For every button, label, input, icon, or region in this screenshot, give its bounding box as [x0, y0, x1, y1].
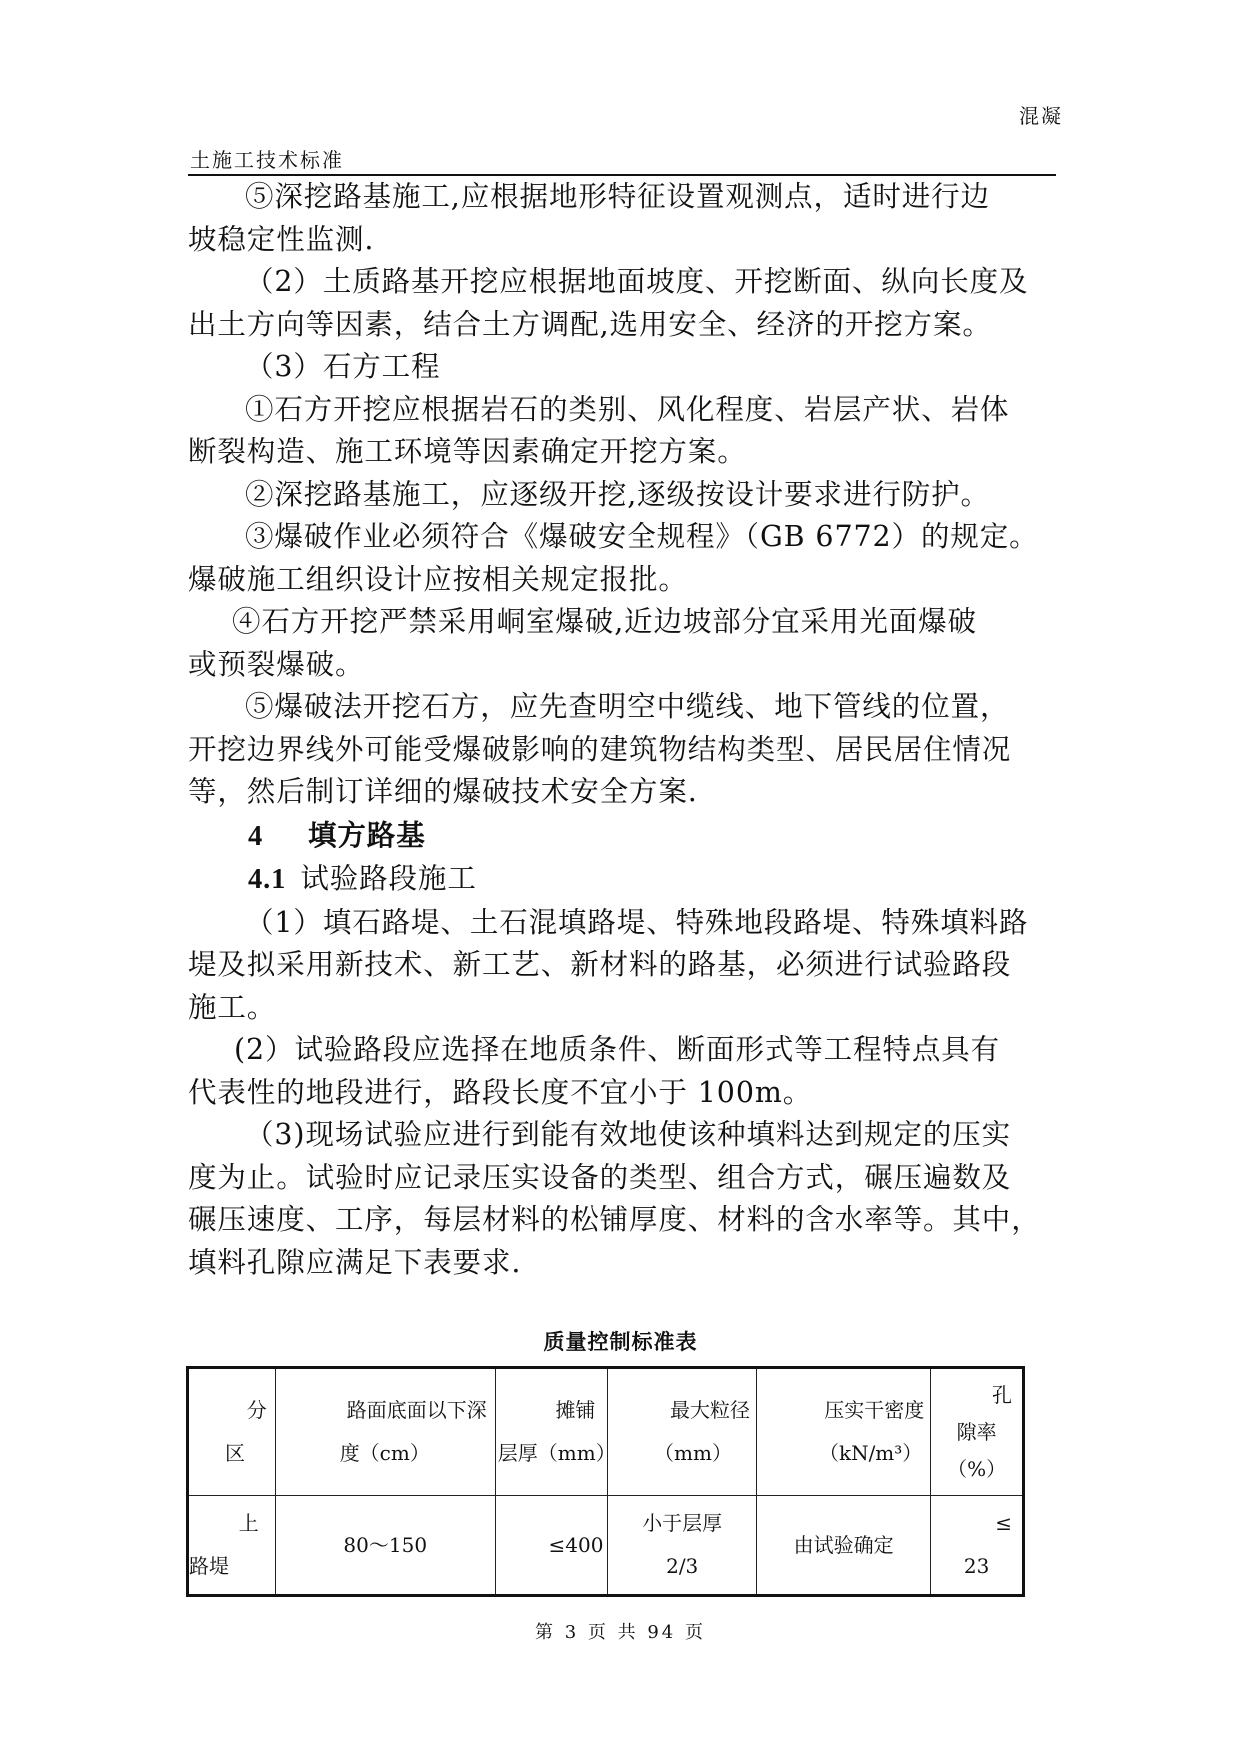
cell-zone — [188, 1496, 276, 1596]
subsection-title: 试验路段施工 — [300, 862, 477, 895]
header-cell-max-particle — [608, 1368, 757, 1496]
table-header-row — [188, 1368, 1024, 1496]
body-line: (2）试验路段应选择在地质条件、断面形式等工程特点具有 — [234, 1033, 1001, 1066]
body-line: （3）石方工程 — [245, 350, 441, 383]
section-number: 4 — [248, 820, 264, 852]
cell-line: 由试验确定 — [793, 1532, 894, 1557]
cell-line: 上 — [238, 1511, 259, 1535]
cell-line: 2/3 — [666, 1554, 699, 1578]
quality-control-table — [186, 1366, 1025, 1597]
body-line: 代表性的地段进行，路段长度不宜小于 100m。 — [188, 1075, 813, 1109]
body-line: ①石方开挖应根据岩石的类别、风化程度、岩层产状、岩体 — [245, 392, 1010, 426]
body-line: （3)现场试验应进行到能有效地使该种填料达到规定的压实 — [245, 1118, 1012, 1151]
body-line: 堤及拟采用新技术、新工艺、新材料的路基，必须进行试验路段 — [188, 948, 1012, 981]
body-line: ③爆破作业必须符合《爆破安全规程》（GB 6772）的规定。 — [245, 520, 1039, 553]
cell-line: 隙率 — [956, 1419, 997, 1444]
cell-line: 80～150 — [343, 1532, 428, 1557]
header-cell-dry-density — [756, 1368, 930, 1496]
cell-layer-thickness — [495, 1496, 608, 1596]
cell-line: （%） — [947, 1456, 1007, 1481]
section-title: 填方路基 — [308, 817, 426, 852]
header-cell-depth — [275, 1368, 495, 1496]
header-cell-layer-thickness — [495, 1368, 616, 1496]
cell-line: 分 — [246, 1398, 267, 1422]
cell-line: 度（cm） — [339, 1441, 430, 1465]
cell-porosity — [931, 1496, 1024, 1596]
table-row — [188, 1496, 1024, 1596]
cell-line: 路堤 — [189, 1554, 229, 1578]
subsection-number: 4.1 — [248, 864, 287, 895]
subsection-heading — [188, 858, 1068, 902]
page-footer: 第 3 页 共 94 页 — [535, 1622, 706, 1643]
cell-line: 最大粒径 — [669, 1398, 750, 1422]
header-right-text: 混凝 — [1019, 104, 1063, 128]
body-line: 碾压速度、工序，每层材料的松铺厚度、材料的含水率等。其中， — [188, 1203, 1041, 1236]
document-body — [188, 176, 1068, 1284]
cell-max-particle — [608, 1496, 757, 1596]
body-line: 或预裂爆破。 — [188, 647, 365, 681]
header-left-text: 土施工技术标准 — [190, 148, 344, 172]
body-line: ⑤深挖路基施工,应根据地形特征设置观测点，适时进行边 — [245, 180, 990, 213]
cell-line: 23 — [963, 1554, 990, 1578]
body-line: ⑤爆破法开挖石方，应先查明空中缆线、地下管线的位置， — [245, 690, 1010, 723]
body-line: 坡稳定性监测. — [188, 222, 375, 256]
cell-line: 小于层厚 — [642, 1511, 723, 1535]
section-heading — [188, 814, 1068, 859]
body-line: 开挖边界线外可能受爆破影响的建筑物结构类型、居民居住情况 — [188, 732, 1012, 766]
body-line: 断裂构造、施工环境等因素确定开挖方案。 — [188, 435, 747, 468]
cell-line: 路面底面以下深 — [346, 1398, 487, 1422]
body-line: ④石方开挖严禁采用峒室爆破,近边坡部分宜采用光面爆破 — [232, 605, 977, 638]
cell-line: （kN/m³） — [818, 1441, 923, 1465]
cell-line: （mm） — [654, 1441, 732, 1465]
body-line: 施工。 — [188, 990, 277, 1024]
body-line: 填料孔隙应满足下表要求. — [188, 1245, 522, 1279]
header-cell-zone — [188, 1368, 276, 1496]
body-line: ②深挖路基施工，应逐级开挖,逐级按设计要求进行防护。 — [245, 477, 990, 511]
body-line: 出土方向等因素，结合土方调配,选用安全、经济的开挖方案。 — [188, 307, 992, 341]
body-line: 度为止。试验时应记录压实设备的类型、组合方式，碾压遍数及 — [188, 1160, 1012, 1194]
cell-line: ≤400 — [548, 1532, 604, 1557]
cell-line: ≤ — [995, 1511, 1012, 1535]
cell-depth — [275, 1496, 495, 1596]
cell-dry-density — [756, 1496, 930, 1596]
table-title: 质量控制标准表 — [543, 1329, 698, 1354]
body-line: 爆破施工组织设计应按相关规定报批。 — [188, 562, 688, 596]
cell-line: 区 — [225, 1441, 245, 1465]
body-line: （1）填石路堤、土石混填路堤、特殊地段路堤、特殊填料路 — [245, 905, 1029, 939]
cell-line: 孔 — [992, 1382, 1012, 1407]
header-cell-porosity — [931, 1368, 1024, 1496]
cell-line: 层厚（mm） — [497, 1441, 616, 1465]
cell-line: 摊铺 — [555, 1398, 596, 1422]
body-line: （2）土质路基开挖应根据地面坡度、开挖断面、纵向长度及 — [245, 265, 1029, 298]
cell-line: 压实干密度 — [824, 1398, 925, 1422]
body-line: 等，然后制订详细的爆破技术安全方案. — [188, 775, 698, 808]
